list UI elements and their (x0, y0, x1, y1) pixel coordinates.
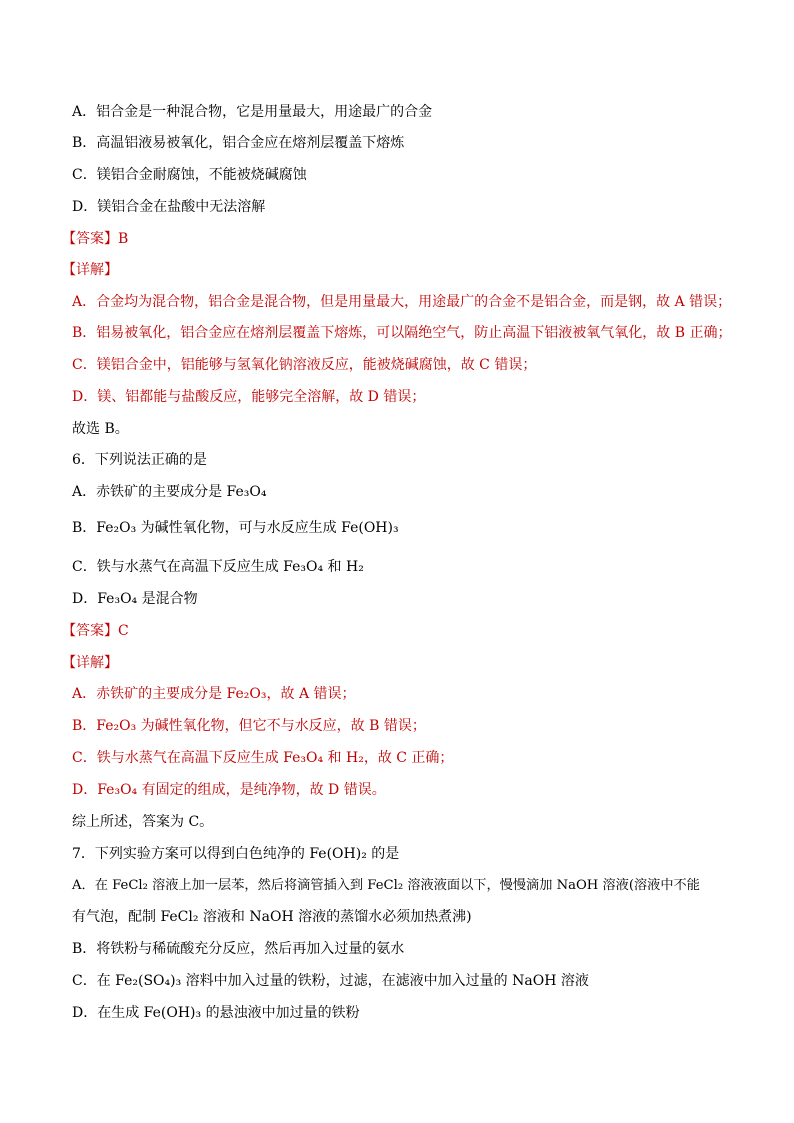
q6-option-d: D．Fe₃O₄ 是混合物 (72, 591, 198, 607)
q7-option-d: D．在生成 Fe(OH)₃ 的悬浊液中加过量的铁粉 (72, 1005, 360, 1021)
q7-option-c: C．在 Fe₂(SO₄)₃ 溶料中加入过量的铁粉，过滤，在滤液中加入过量的 NaOH 溶液 (72, 973, 589, 989)
q5-detail-c: C．镁铝合金中，铝能够与氢氧化钠溶液反应，能被烧碱腐蚀，故 C 错误； (72, 357, 537, 373)
q5-detail-label: 【详解】 (62, 262, 118, 278)
q6-conclusion: 综上所述，答案为 C。 (72, 814, 214, 830)
q5-answer (62, 229, 734, 249)
q5-answer-label: 【答案】 (62, 231, 118, 247)
q5-option-b: B．高温铝液易被氧化，铝合金应在熔剂层覆盖下熔炼 (72, 135, 405, 151)
q7-option-a-line2: 有气泡，配制 FeCl₂ 溶液和 NaOH 溶液的蒸馏水必须加热煮沸) (72, 909, 472, 925)
q7-stem: 7．下列实验方案可以得到白色纯净的 Fe(OH)₂ 的是 (72, 846, 400, 862)
q5-answer-value: B (118, 231, 129, 247)
q6-detail-label: 【详解】 (62, 655, 118, 671)
q7-option-b: B．将铁粉与稀硫酸充分反应，然后再加入过量的氨水 (72, 941, 405, 957)
q5-detail-d: D．镁、铝都能与盐酸反应，能够完全溶解，故 D 错误； (72, 389, 426, 405)
q6-option-c: C．铁与水蒸气在高温下反应生成 Fe₃O₄ 和 H₂ (72, 559, 364, 575)
q6-answer (62, 621, 734, 641)
q6-answer-value: C (118, 623, 129, 639)
q5-detail-a: A．合金均为混合物，铝合金是混合物，但是用量最大，用途最广的合金不是铝合金，而是钢，故 A 错误； (72, 294, 732, 310)
q5-option-c: C．镁铝合金耐腐蚀，不能被烧碱腐蚀 (72, 167, 307, 183)
q6-answer-label: 【答案】 (62, 623, 118, 639)
q6-detail-c: C．铁与水蒸气在高温下反应生成 Fe₃O₄ 和 H₂，故 C 正确； (72, 750, 454, 766)
q6-detail-d: D．Fe₃O₄ 有固定的组成，是纯净物，故 D 错误。 (72, 782, 386, 798)
q6-detail-b: B．Fe₂O₃ 为碱性氧化物，但它不与水反应，故 B 错误； (72, 718, 426, 734)
q5-option-d: D．镁铝合金在盐酸中无法溶解 (72, 199, 266, 215)
q5-conclusion: 故选 B。 (72, 421, 129, 437)
q7-option-a-line1: A．在 FeCl₂ 溶液上加一层苯，然后将滴管插入到 FeCl₂ 溶液液面以下，慢慢滴加 NaOH 溶液(溶液中不能 (72, 878, 700, 893)
q5-option-a: A．铝合金是一种混合物，它是用量最大，用途最广的合金 (72, 104, 433, 120)
q6-detail-a: A．赤铁矿的主要成分是 Fe₂O₃，故 A 错误； (72, 686, 356, 702)
q5-detail-b: B．铝易被氧化，铝合金应在熔剂层覆盖下熔炼，可以隔绝空气，防止高温下铝液被氧气氧化，故 B 正确； (72, 325, 732, 341)
q6-option-b: B．Fe₂O₃ 为碱性氧化物，可与水反应生成 Fe(OH)₃ (72, 520, 399, 536)
q6-option-a: A．赤铁矿的主要成分是 Fe₃O₄ (72, 484, 267, 500)
q6-stem: 6．下列说法正确的是 (72, 452, 207, 468)
